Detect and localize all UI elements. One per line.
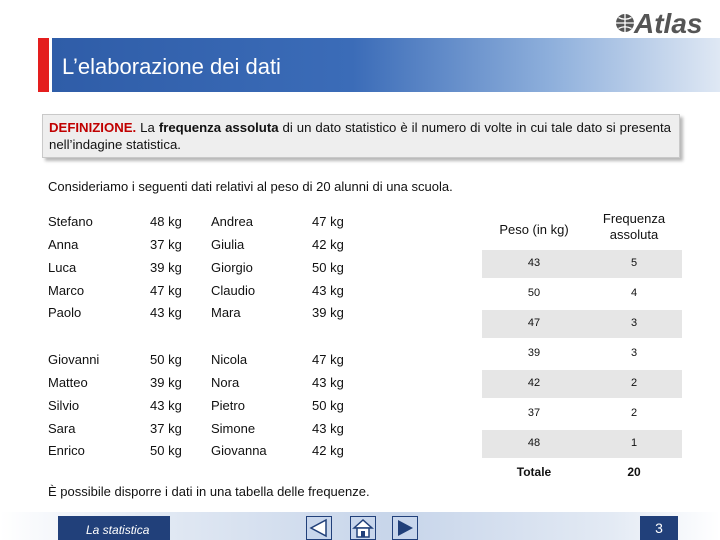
definition-box bbox=[42, 114, 680, 158]
definition-term: frequenza assoluta bbox=[158, 120, 279, 135]
student-name: Giovanni bbox=[48, 352, 100, 367]
table-total-row bbox=[482, 460, 682, 484]
table-row bbox=[482, 340, 682, 368]
student-name: Giovanna bbox=[211, 443, 267, 458]
peso-value: 42 bbox=[527, 377, 541, 389]
intro-text: Consideriamo i seguenti dati relativi al peso di 20 alunni di una scuola. bbox=[48, 179, 453, 194]
student-weight: 50 kg bbox=[150, 352, 182, 367]
logo-text: Atlas bbox=[634, 8, 703, 38]
table-row bbox=[482, 370, 682, 398]
student-weight: 39 kg bbox=[312, 305, 344, 320]
table-row bbox=[482, 430, 682, 458]
student-name: Anna bbox=[48, 237, 79, 252]
home-icon[interactable] bbox=[350, 516, 376, 540]
page-title: L’elaborazione dei dati bbox=[62, 54, 281, 79]
peso-value: 37 bbox=[527, 407, 541, 419]
student-name: Giulia bbox=[211, 237, 245, 252]
student-weight: 37 kg bbox=[150, 421, 182, 436]
section-label-text: La statistica bbox=[86, 523, 150, 537]
page-number: 3 bbox=[655, 520, 663, 536]
peso-value: 43 bbox=[527, 257, 541, 269]
column-header-frequenza: Frequenza assoluta bbox=[602, 211, 666, 242]
student-weight: 39 kg bbox=[150, 375, 182, 390]
freq-value: 2 bbox=[630, 407, 638, 419]
next-icon[interactable] bbox=[392, 516, 418, 540]
student-weight: 50 kg bbox=[312, 398, 344, 413]
student-weight: 42 kg bbox=[312, 237, 344, 252]
table-header-row bbox=[482, 204, 682, 248]
student-name: Stefano bbox=[48, 214, 93, 229]
freq-value: 1 bbox=[630, 437, 638, 449]
title-accent-bar bbox=[38, 38, 49, 92]
freq-value: 4 bbox=[630, 287, 638, 299]
student-weight: 47 kg bbox=[312, 214, 344, 229]
student-name: Sara bbox=[48, 421, 76, 436]
atlas-logo bbox=[612, 4, 704, 38]
column-header-peso: Peso (in kg) bbox=[499, 222, 569, 237]
student-name: Claudio bbox=[211, 283, 256, 298]
table-row bbox=[482, 280, 682, 308]
bottom-text: È possibile disporre i dati in una tabella delle frequenze. bbox=[48, 484, 370, 499]
student-name: Nicola bbox=[211, 352, 248, 367]
student-name: Pietro bbox=[211, 398, 245, 413]
student-name: Luca bbox=[48, 260, 77, 275]
student-name: Silvio bbox=[48, 398, 80, 413]
definition-pre: La bbox=[136, 120, 159, 135]
table-row bbox=[482, 400, 682, 428]
peso-value: 48 bbox=[527, 437, 541, 449]
student-weight: 37 kg bbox=[150, 237, 182, 252]
student-weight: 39 kg bbox=[150, 260, 182, 275]
peso-value: 50 bbox=[527, 287, 541, 299]
student-weight: 50 kg bbox=[150, 443, 182, 458]
student-weight: 43 kg bbox=[150, 398, 182, 413]
student-name: Marco bbox=[48, 283, 85, 298]
student-name: Enrico bbox=[48, 443, 85, 458]
table-row bbox=[482, 250, 682, 278]
student-name: Paolo bbox=[48, 305, 82, 320]
section-label bbox=[58, 516, 170, 540]
frequency-table bbox=[482, 204, 682, 484]
student-weight: 43 kg bbox=[312, 375, 344, 390]
peso-value: 47 bbox=[527, 317, 541, 329]
table-row bbox=[482, 310, 682, 338]
prev-icon[interactable] bbox=[306, 516, 332, 540]
page-number-box bbox=[640, 516, 678, 540]
definition-rest: di un dato statistico è il numero di volte in cui tale dato si presenta nell’indagine statistica. bbox=[49, 120, 671, 152]
student-weight: 42 kg bbox=[312, 443, 344, 458]
total-value: 20 bbox=[627, 465, 641, 479]
student-weight: 43 kg bbox=[312, 283, 344, 298]
definition-text bbox=[49, 119, 671, 153]
student-weight: 48 kg bbox=[150, 214, 182, 229]
student-name: Mara bbox=[211, 305, 241, 320]
student-weight: 43 kg bbox=[312, 421, 344, 436]
freq-value: 5 bbox=[630, 257, 638, 269]
student-name: Andrea bbox=[211, 214, 253, 229]
definition-label: DEFINIZIONE. bbox=[49, 120, 137, 135]
student-weight: 47 kg bbox=[150, 283, 182, 298]
student-weight: 50 kg bbox=[312, 260, 344, 275]
student-name: Matteo bbox=[48, 375, 88, 390]
freq-value: 3 bbox=[630, 347, 638, 359]
student-name: Nora bbox=[211, 375, 240, 390]
student-weight: 43 kg bbox=[150, 305, 182, 320]
peso-value: 39 bbox=[527, 347, 541, 359]
freq-value: 3 bbox=[630, 317, 638, 329]
student-weight: 47 kg bbox=[312, 352, 344, 367]
freq-value: 2 bbox=[630, 377, 638, 389]
student-name: Giorgio bbox=[211, 260, 253, 275]
student-name: Simone bbox=[211, 421, 256, 436]
total-label: Totale bbox=[516, 465, 552, 479]
